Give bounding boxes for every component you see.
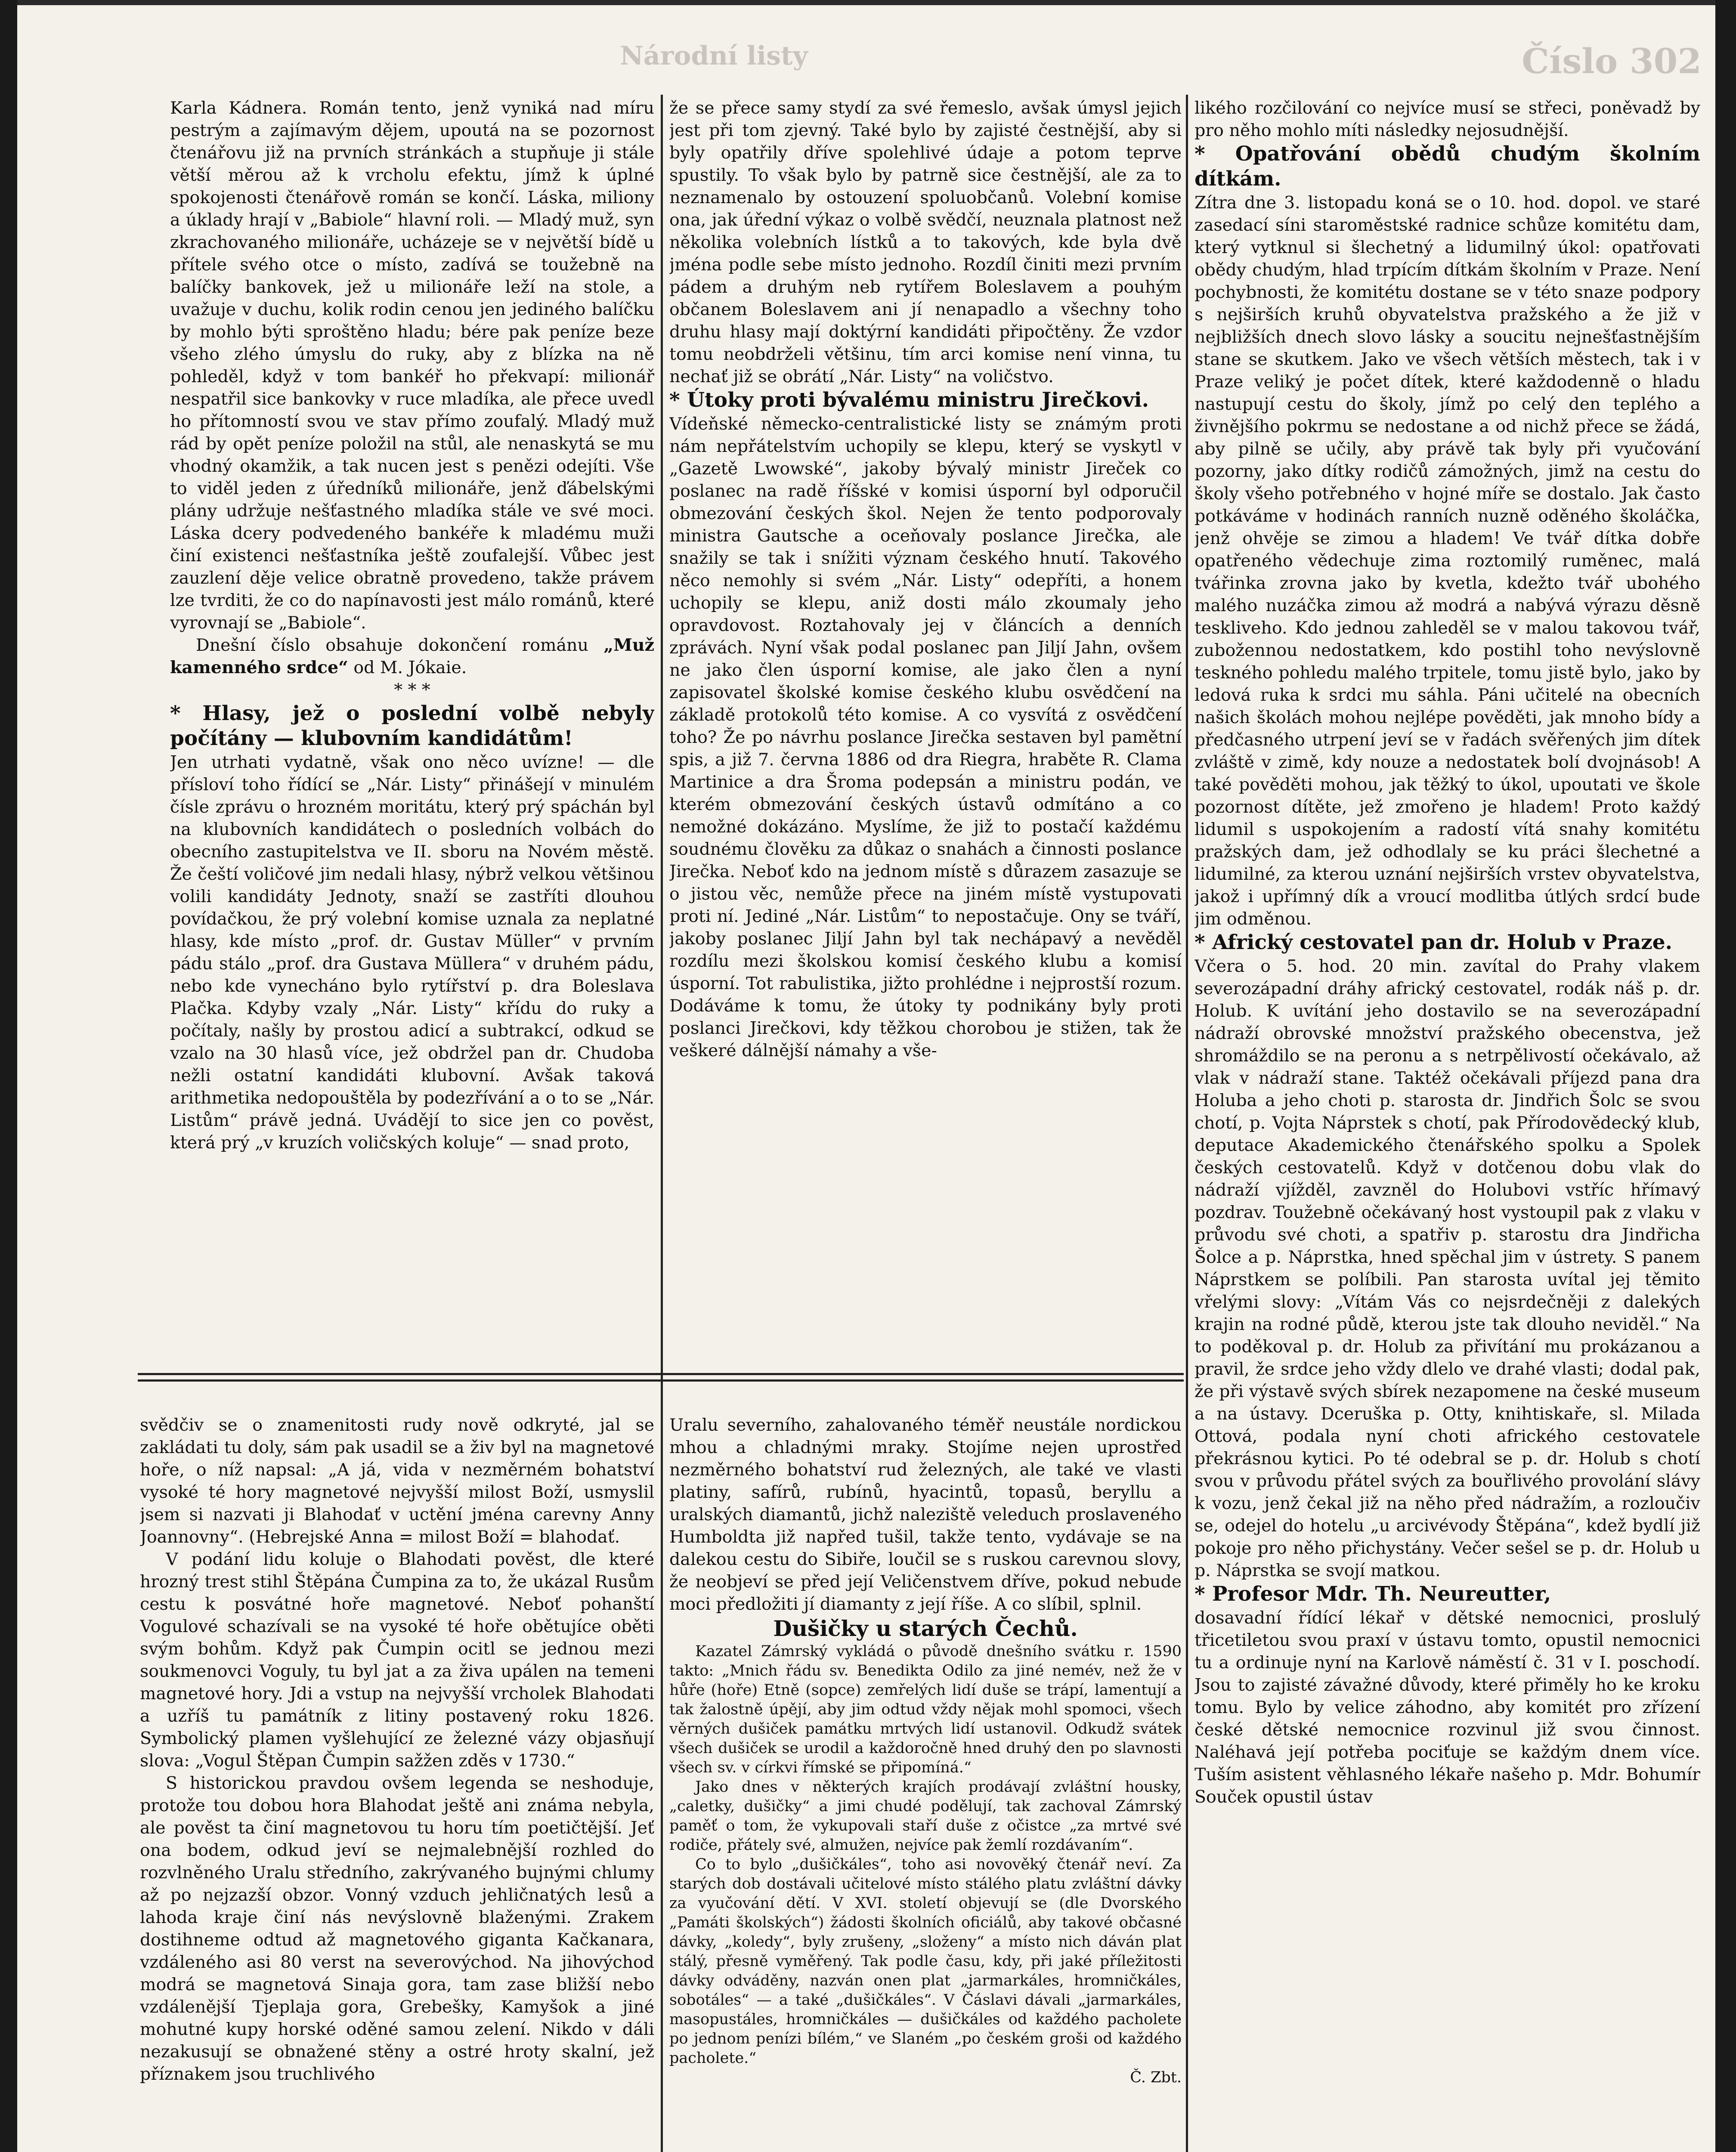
column-3	[1194, 97, 1700, 2152]
headline-jirecek: * Útoky proti bývalému ministru Jirečkovi.	[669, 388, 1149, 412]
article-obedy: Zítra dne 3. listopadu koná se o 10. hod. dopol. ve staré zasedací síni staroměstské radnice schůze komitétu dam, který vytknul si šlechetný a lidumilný úkol: opatřovati obědy chudým, hlad trpícím dítkám školním v Praze. Není pochybnosti, že komitétu dostane se v této snaze podpory s nejširších kruhů obyvatelstva pražského a že již v nejbližších dnech slovo lásky a soucitu nejnešťastnějším stane se skutkem. Jako ve všech větších městech, tak i v Praze veliký je počet dítek, které každodenně o hladu nastupují cestu do školy, jímž po celý den teplého a živnějšího pokrmu se nedostane a od nichž přece se žádá, aby pilně se učily, aby právě tak byly při vyučování pozorny, jako dítky rodičů zámožných, jimž na cestu do školy všeho potřebného v hojné míře se dostalo. Jak často potkáváme v hodinách ranních nuzně oděného školáčka, jenž ohvěje se zimou a hladem! Ve tvář dítka dobře opatřeného vědechuje zima roztomilý ruměnec, malá tvářinka zrovna jako by kvetla, kdežto tvář ubohého malého nuzáčka zimou až modrá a nabývá výrazu děsně teskliveho. Kdo jednou zahleděl se v malou takovou tvář, zubožennou nedostatkem, kdo postihl toho nevýslovně teskného pohledu malého trpitele, tomu jistě bylo, jako by ledová ruka k srdci mu sáhla. Páni učitelé na obecních našich školách mohou nejlépe pověděti, jak mnoho bídy a předčasného utrpení jeví se v řadách svěřených jim dítek zvláště v zimě, kdy nouze a nedostatek bolí dvojnásob! A také pověděti mohou, jak těžký to úkol, upoutati ve škole pozornost dítěte, jež zmořeno je hladem! Proto každý lidumil s uspokojením a radostí vítá snahy komitétu pražských dam, jež odhodlaly se ku práci šlechetné a lidumilné, za kterou uznání nejširších vrstev obyvatelstva, jakož i upřímný dík a vroucí modlitba útlých srdcí bude jim odměnou.	[1194, 193, 1700, 929]
feuilleton-ural-1: svědčiv se o znamenitosti rudy nově odkryté, jal se zakládati tu doly, sám pak usadil se a živ byl na magnetové hoře, o níž napsal: „A já, vida v nezměrném bohatství vysoké té hory magnetové nejvyšší milost Boží, usmyslil jsem si nazvati ji Blahodať v uctění jména carevny Anny Joannovny“. (Hebrejské Anna = milost Boží = blahodať.	[140, 1415, 654, 1547]
article-jirecek: Vídeňské německo-centralistické listy se známým proti nám nepřátelstvím uchopily se klepu, který se vyskytl v „Gazetě Lwowské“, jakoby bývalý ministr Jireček co poslanec na radě říšské v komisi úsporní byl odporučil obmezování českých škol. Nejen že tento podporovaly ministra Gautsche a oceňovaly poslance Jirečka, ale snažily se tak i snížiti význam českého hnutí. Takového něco nemohly si svém „Nár. Listy“ odepříti, a honem uchopily se klepu, aniž dosti málo zkoumaly jeho opravdovost. Roztahovaly jej v článcích a denních zprávách. Nyní však podal poslanec pan Jiljí Jahn, ovšem ne jako člen úsporní komise, ale jako člen a nyní zapisovatel školské komise českého klubu osvědčení na základě protokolů této komise. A co vysvítá z osvědčení toho? Že po návrhu poslance Jirečka sestaven byl pamětní spis, a již 7. června 1886 od dra Riegra, hraběte R. Clama Martinice a dra Šroma podepsán a ministru podán, ve kterém obmezování českých ústavů odmítáno a co nemožné dokázáno. Myslíme, že již to postačí každému soudnému člověku za důkaz o snahách a činnosti poslance Jirečka. Neboť kdo na jednom místě s důrazem zasazuje se o jistou věc, nemůže přece na jiném místě vystupovati proti ní. Jediné „Nár. Listům“ to nepostačuje. Ony se tváří, jakoby poslanec Jiljí Jahn byl tak nechápavý a nevěděl rozdílu mezi školskou komisí českého klubu a komisí úsporní. Tot rabulistika, jižto prohlédne i nejprostší rozum. Dodáváme k tomu, že útoky ty podnikány byly proti poslanci Jirečkovi, kdy těžkou chorobou je stižen, tak že veškeré dálnější námahy a vše-	[669, 414, 1182, 1061]
novel-notice	[170, 634, 654, 679]
feuilleton-ural-2: V podání lidu koluje o Blahodati pověst, dle které hrozný trest stihl Štěpána Čumpina za to, že ukázal Rusům cestu k posvátné hoře magnetové. Neboť pohanští Vogulové schazívali se na vysoké té hoře obětujíce oběti svým bohům. Když pak Čumpin ocitl se jednou mezi soukmenovci Voguly, tu byl jat a za živa upálen na temeni magnetové hory. Jdi a vstup na nejvyšší vrcholek Blahodati a uzříš tu památník z litiny postavený roku 1826. Symbolický plamen vyšlehující ze železné vázy objasňují slova: „Vogul Štěpan Čumpin sažžen zděs v 1730.“	[140, 1549, 654, 1771]
article-holub: Včera o 5. hod. 20 min. zavítal do Prahy vlakem severozápadní dráhy africký cestovatel, rodák náš p. dr. Holub. K uvítání jeho dostavilo se na severozápadní nádraží obrovské množství pražského obecenstva, jež shromáždilo se na peronu a s netrpělivostí očekávalo, až vlak v nádraží stane. Taktéž očekávali příjezd pana dra Holuba a jeho choti p. starosta dr. Jindřich Šolc se svou chotí, p. Vojta Náprstek s chotí, pak Přírodovědecký klub, deputace Akademického čtenářského spolku a Spolek českých cestovatelů. Když v dotčenou dobu vlak do nádraží vjížděl, zavzněl do Holubovi vstříc hřímavý pozdrav. Toužebně očekávaný host vystoupil pak z vlaku v průvodu své choti, a spatřiv p. starostu dra Jindřicha Šolce a p. Náprstka, hned spěchal jim v ústrety. S panem Náprstkem se políbili. Pan starosta uvítal jej těmito vřelými slovy: „Vítám Vás co nejsrdečněji z dalekých krajin na rodné půdě, kterou jste tak dlouho neviděl.“ Na to poděkoval p. dr. Holub za přivítání mu prokázanou a pravil, že srdce jeho vždy dlelo ve drahé vlasti; dodal pak, že při výstavě svých sbírek nezapomene na české museum a na ústavy. Dceruška p. Otty, knihtiskaře, sl. Milada Ottová, podala nyní choti afrického cestovatele překrásnou kytici. Po té odebral se p. dr. Holub s chotí svou v průvodu přátel svých za bouřlivého provolání slávy k vozu, jenž čekal již na něho před nádražím, a rozloučiv se, odejel do hotelu „u arcivévody Štěpána“, kdež bydlí již pokoje pro něho přichystány. Večer sešel se p. dr. Holub u p. Náprstka se svojí matkou.	[1194, 956, 1700, 1580]
dusicky-para-1: Kazatel Zámrský vykládá o původě dnešního svátku r. 1590 takto: „Mnich řádu sv. Benedikta Odilo za jiné nemév, než že v hůře (hoře) Etně (sopce) zemřelých lidí duše se trápí, lamentují a tak žalostně úpějí, aby jim odtud vždy nějak mohl spomoci, všech věrných dušiček památku mrtvých lidí ustanovil. Odkudž svátek všech dušiček se urodil a každoročně hned druhý den po slavnosti všech sv. v církvi římské se připomíná.“	[669, 1643, 1182, 1776]
headline-holub: * Africký cestovatel pan dr. Holub v Praze.	[1194, 931, 1672, 954]
novel-notice-author: od M. Jókaie.	[353, 658, 467, 677]
scan-edge-left	[0, 0, 17, 2152]
headline-hlasy: * Hlasy, jež o poslední volbě nebyly počítány — klubovním kandidátům!	[170, 702, 654, 750]
column-rule-2	[1186, 95, 1188, 2152]
column-2-top	[669, 97, 1182, 1362]
column-rule-1	[661, 95, 663, 2152]
bleed-through-title: Národní listy	[620, 41, 808, 71]
headline-dusicky: Dušičky u starých Čechů.	[773, 1616, 1078, 1641]
article-hlasy: Jen utrhati vydatně, však ono něco uvízne! — dle přísloví toho řídící se „Nár. Listy“ přinášejí v minulém čísle zprávu o hrozném moritátu, který prý spáchán byl na klubovních kandidátech o posledních volbách do obecního zastupitelstva ve II. sboru na Novém městě. Že čeští voličové jim nedali hlasy, nýbrž velkou většinou volili kandidáty Jednoty, snaží se zastříti dlouhou povídačkou, že prý volební komise uznala za neplatné hlasy, kde místo „prof. dr. Gustav Müller“ v prvním pádu stálo „prof. dra Gustava Müllera“ v druhém pádu, nebo kde vynecháno bylo rytířství p. dra Boleslava Plačka. Kdyby vzaly „Nár. Listy“ křídu do ruky a počítaly, našly by prostou adicí a subtrakcí, odkud se vzalo na 30 hlasů více, jež obdržel pan dr. Chudoba nežli ostatní kandidáti klubovní. Avšak taková arithmetika nedopouštěla by podezřívání a o to se „Nár. Listům“ právě jedná. Uvádějí to sice jen co pověst, která prý „v kruzích voličských koluje“ — snad proto,	[170, 752, 654, 1153]
dusicky-para-3: Co to bylo „dušičkáles“, toho asi novověký čtenář neví. Za starých dob dostávali učitelové místo stálého platu zvláštní dávky za vyučování dětí. V XVI. století objevují se (dle Dvorského „Památi školských“) žádosti školních oficiálů, aby takové občasné dávky, „koledy“, byly zrušeny, „složeny“ a místo nich dáván plat stálý, přesně vyměřený. Tak podle času, kdy, při jaké příležitosti dávky odváděny, nazván onen plat „jarmarkáles, hromničkáles, sobotáles“ — a také „dušičkáles“. V Čáslavi dávali „jarmarkáles, masopustáles, hromničkáles — dušičkáles od každého pacholete po jednom penízi bílém,“ ve Slaném „po českém groši od každého pacholete.“	[669, 1856, 1182, 2067]
novel-notice-text: Dnešní číslo obsahuje dokončení románu	[196, 635, 588, 655]
column-1-bottom	[140, 1414, 654, 2152]
section-separator: * * *	[394, 680, 430, 700]
column-1-top	[170, 97, 654, 1362]
headline-neureutter: * Profesor Mdr. Th. Neureutter,	[1194, 1582, 1551, 1606]
feuilleton-ural-3: S historickou pravdou ovšem legenda se neshoduje, protože tou dobou hora Blahodat ještě ani známa nebyla, ale pověst ta činí magnetovou tu horu tím poetičtější. Jeť ona bodem, odkud jeví se nejmalebnější rozhled do rozvlněného Uralu středního, zakrývaného bujnými chlumy až po nejzazší obzor. Vonný vzduch jehličnatých lesů a lahoda kraje činí nás nevýslovně blaženými. Zrakem dostihneme odtud až magnetového giganta Kačkanara, vzdáleného asi 80 verst na severovýchod. Na jihovýchod modrá se magnetová Sinaja gora, tam zase bližší nebo vzdálenější Tjeplaja gora, Grebešky, Kamyšok a jiné mohutné kupy horské oděné samou zelení. Nikdo v dáli nezakusují se obnažené stěny a ostré hroty skalní, jež příznakem jsou truchlivého	[140, 1773, 654, 2084]
headline-obedy: * Opatřování obědů chudým školním dítkám.	[1194, 142, 1700, 191]
article-jirecek-end: likého rozčilování co nejvíce musí se střeci, poněvadž by pro něho mohlo míti následky nejosudnější.	[1194, 98, 1700, 140]
scan-edge-top	[0, 0, 1736, 5]
scan-edge-right	[1715, 0, 1736, 2152]
dusicky-para-2: Jako dnes v některých krajích prodávají zvláštní housky, „caletky, dušičky“ a jimi chudé podělují, tak zachoval Zámrský paměť o tom, že vykupovali staří duše z očistce „za mrtvé své rodiče, přátely své, almužen, nejvíce pak žemlí rozdávaním“.	[669, 1778, 1182, 1854]
feuilleton-rule-a	[138, 1373, 1184, 1375]
feuilleton-ural-4: Uralu severního, zahalovaného téměř neustále nordickou mhou a chladnými mraky. Stojíme nejen uprostřed nezměrného bohatství rud železných, ale také ve vlasti platiny, safírů, rubínů, hyacintů, topasů, beryllu a uralských diamantů, jichž naleziště veleduch proslaveného Humboldta již napřed tušil, takže tento, vydávaje se na dalekou cestu do Sibiře, loučil se s ruskou carevnou slovy, že neobjeví se před její Veličenstvem dříve, pokud nebude moci předložiti jí diamanty z její říše. A co slíbil, splnil.	[669, 1415, 1182, 1614]
novel-notice-title: „Muž kamenného srdce“	[170, 635, 654, 677]
column-2-bottom	[669, 1414, 1182, 2152]
article-neureutter: dosavadní řídící lékař v dětské nemocnici, proslulý třicetiletou svou praxí v ústavu tomto, opustil nemocnici tu a ordinuje nyní na Karlově náměstí č. 31 v I. poschodí. Jsou to zajisté závažné důvody, které přiměly ho ke kroku tomu. Bylo by velice záhodno, aby komitét pro zřízení české dětské nemocnice rozvinul již svou činnost. Naléhavá její potřeba pociťuje se každým dnem více. Tuším asistent věhlasného lékaře našeho p. Mdr. Bohumír Souček opustil ústav	[1194, 1608, 1700, 1807]
bleed-through-number: Číslo 302	[1522, 41, 1702, 81]
article-babiola: Karla Kádnera. Román tento, jenž vyniká nad míru pestrým a zajímavým dějem, upoutá na se pozornost čtenářovu již na prvních stránkách a stupňuje ji stále větší měrou až k vrcholu efektu, jímž k úplné spokojenosti čtenářově román se končí. Láska, miliony a úklady hrají v „Babiole“ hlavní roli. — Mladý muž, syn zkrachovaného milionáře, ucházeje se v největší bídě u přítele svého otce o místo, zadívá se toužebně na balíčky bankovek, jež u milionáře leží na stole, a uvažuje v duchu, kolik rodin cenou jen jediného balíčku by mohlo býti sproštěno hladu; bére pak peníze beze všeho zlého úmyslu do ruky, aby z blízka na ně pohleděl, když v tom bankéř ho překvapí: milionář nespatřil sice bankovky v ruce mladíka, ale přece uvedl ho přítomností svou ve stav přímo zoufalý. Mladý muž rád by opět peníze položil na stůl, ale nenaskytá se mu vhodný okamžik, a tak nucen jest s penězi odejíti. Vše to viděl jeden z úředníků milionáře, jenž ďábelskými plány udržuje nešťastného mladíka stále ve své moci. Láska dcery podvedeného bankéře k mladému muži činí existenci nešťastníka ještě zoufalejší. Vůbec jest zauzlení děje velice obratně provedeno, takže právem lze tvrditi, že co do napínavosti jest málo románů, které vyrovnají se „Babiole“.	[170, 98, 654, 633]
article-hlasy-continued: že se přece samy stydí za své řemeslo, avšak úmysl jejich jest při tom zjevný. Také bylo by zajisté čestnější, aby si byly opatřily dříve spolehlivé údaje a potom teprve spustily. To však bylo by patrně sice čestnější, ale za to neznamenalo by ostouzení spoluobčanů. Volební komise ona, jak úřední výkaz o volbě svědčí, neuznala platnost než několika volebních lístků a to takových, kde byla dvě jména podle sebe místo jednoho. Rozdíl činiti mezi prvním pádem a druhým neb rytířem Boleslavem a pouhým občanem Boleslavem ani jí nenapadlo a všechny toho druhu hlasy mají doktýrní kandidáti připočtěny. Že vzdor tomu neobdrželi většinu, tím arci komise není vinna, tu nechať již se obrátí „Nár. Listy“ na voličstvo.	[669, 98, 1182, 386]
dusicky-signature: Č. Zbt.	[1130, 2069, 1182, 2086]
feuilleton-rule-b	[138, 1379, 1184, 1382]
